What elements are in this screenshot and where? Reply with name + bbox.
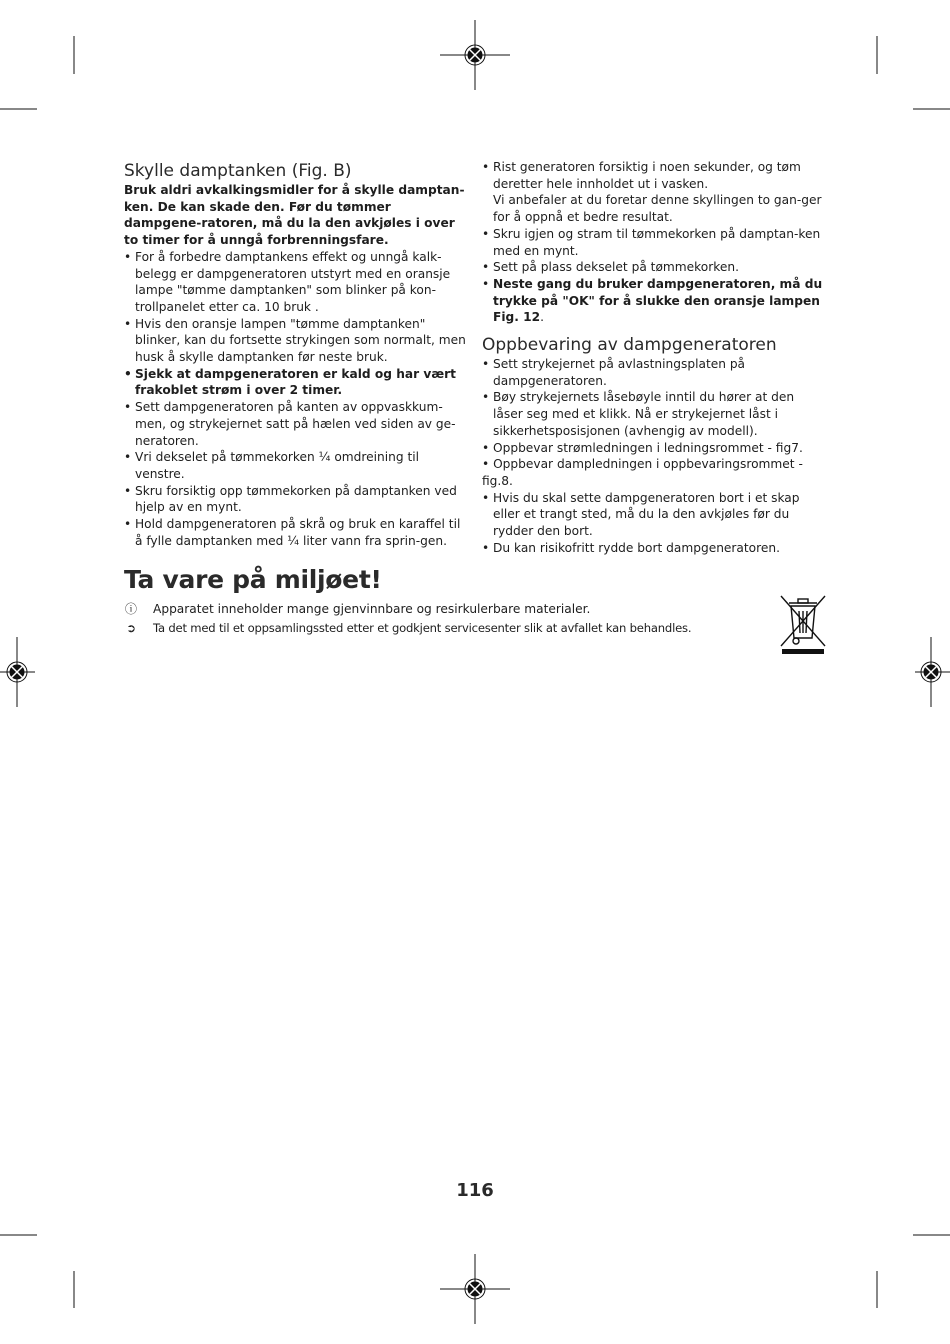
list-item: • Skru igjen og stram til tømmekorken på damptan-ken med en mynt. [482,226,827,259]
environment-item [124,600,764,619]
rinse-heading: Skylle damptanken (Fig. B) [124,161,352,181]
storage-heading: Oppbevaring av dampgeneratoren [482,335,777,356]
list-item: • Du kan risikofritt rydde bort dampgeneratoren. [482,540,827,557]
environment-item-text: Apparatet inneholder mange gjenvinnbare og resirkulerbare materialer. [153,602,591,616]
storage-steps-list [482,356,827,556]
rinse-section [124,160,469,549]
registration-mark-right [915,637,950,707]
list-item-text: Oppbevar dampledningen i oppbevaringsrommet - fig.8. [482,457,803,488]
list-item: • Vri dekselet på tømmekorken ¼ omdreining til venstre. [124,449,469,482]
page-number: 116 [456,1180,494,1201]
list-item: • Oppbevar dampledningen i oppbevaringsrommet - fig.8. [482,457,803,488]
registration-mark-top [440,20,510,90]
list-item: • Bøy strykejernets låsebøyle inntil du hører at den låser seg med et klikk. Nå er strykejernet låst i sikkerhetsposisjonen (avhengig av modell). [482,389,827,439]
list-item-period: . [540,310,544,325]
list-item: • Sett strykejernet på avlastningsplaten på dampgeneratoren. [482,356,827,389]
list-item: • Sett dampgeneratoren på kanten av oppvaskkum-men, og strykejernet satt på hælen ved siden av ge-neratoren. [124,399,469,449]
rinse-steps-list [124,249,469,550]
list-item: • For å forbedre damptankens effekt og unngå kalk-belegg er dampgeneratoren utstyrt med en oransje lampe "tømme damptanken" som blinker på kon-trollpanelet etter ca. 10 bruk . [124,249,469,316]
list-item: • Sett på plass dekselet på tømmekorken. [482,259,827,276]
rinse-steps-continued [482,159,827,326]
list-item-continuation: Vi anbefaler at du foretar denne skyllingen to gan-ger for å oppnå et bedre resultat. [493,193,822,225]
list-item-text: Rist generatoren forsiktig i noen sekunder, og tøm deretter hele innholdet ut i vasken. [493,160,801,191]
list-item: • Hold dampgeneratoren på skrå og bruk en karaffel til å fylle damptanken med ¼ liter vann fra sprin-gen. [124,516,469,549]
environment-list [124,600,764,638]
environment-item [124,619,764,638]
info-icon: ⓘ [124,602,138,616]
list-item [482,159,827,226]
registration-mark-bottom [440,1254,510,1324]
list-item: • Hvis du skal sette dampgeneratoren bort i et skap eller et trangt sted, må du la den avkjøles før du rydder den bort. [482,490,827,540]
arrow-right-icon: ➲ [126,621,136,635]
rinse-warning: Bruk aldri avkalkingsmidler for å skylle damptan-ken. De kan skade den. Før du tømmer dampgene-ratoren, må du la den avkjøles i over to timer for å unngå forbrenningsfare. [124,183,465,248]
list-item: • Hvis den oransje lampen "tømme damptanken" blinker, kan du fortsette strykingen som normalt, men husk å skylle damptanken før neste bruk. [124,316,469,366]
right-column [482,159,827,556]
crossed-out-wheelie-bin-icon [779,594,827,656]
environment-item-text: Ta det med til et oppsamlingssted etter et godkjent servicesenter slik at avfallet kan behandles. [153,621,692,635]
list-item [482,276,827,326]
list-item: • Oppbevar strømledningen i ledningsrommet - fig7. [482,440,827,457]
list-item-bold-text: Neste gang du bruker dampgeneratoren, må du trykke på "OK" for å slukke den oransje lampen Fig. 12 [493,276,823,325]
environment-heading: Ta vare på miljøet! [124,565,382,594]
list-item: • Sjekk at dampgeneratoren er kald og har vært frakoblet strøm i over 2 timer. [124,366,469,399]
registration-mark-left [0,637,35,707]
list-item: • Skru forsiktig opp tømmekorken på damptanken ved hjelp av en mynt. [124,483,469,516]
